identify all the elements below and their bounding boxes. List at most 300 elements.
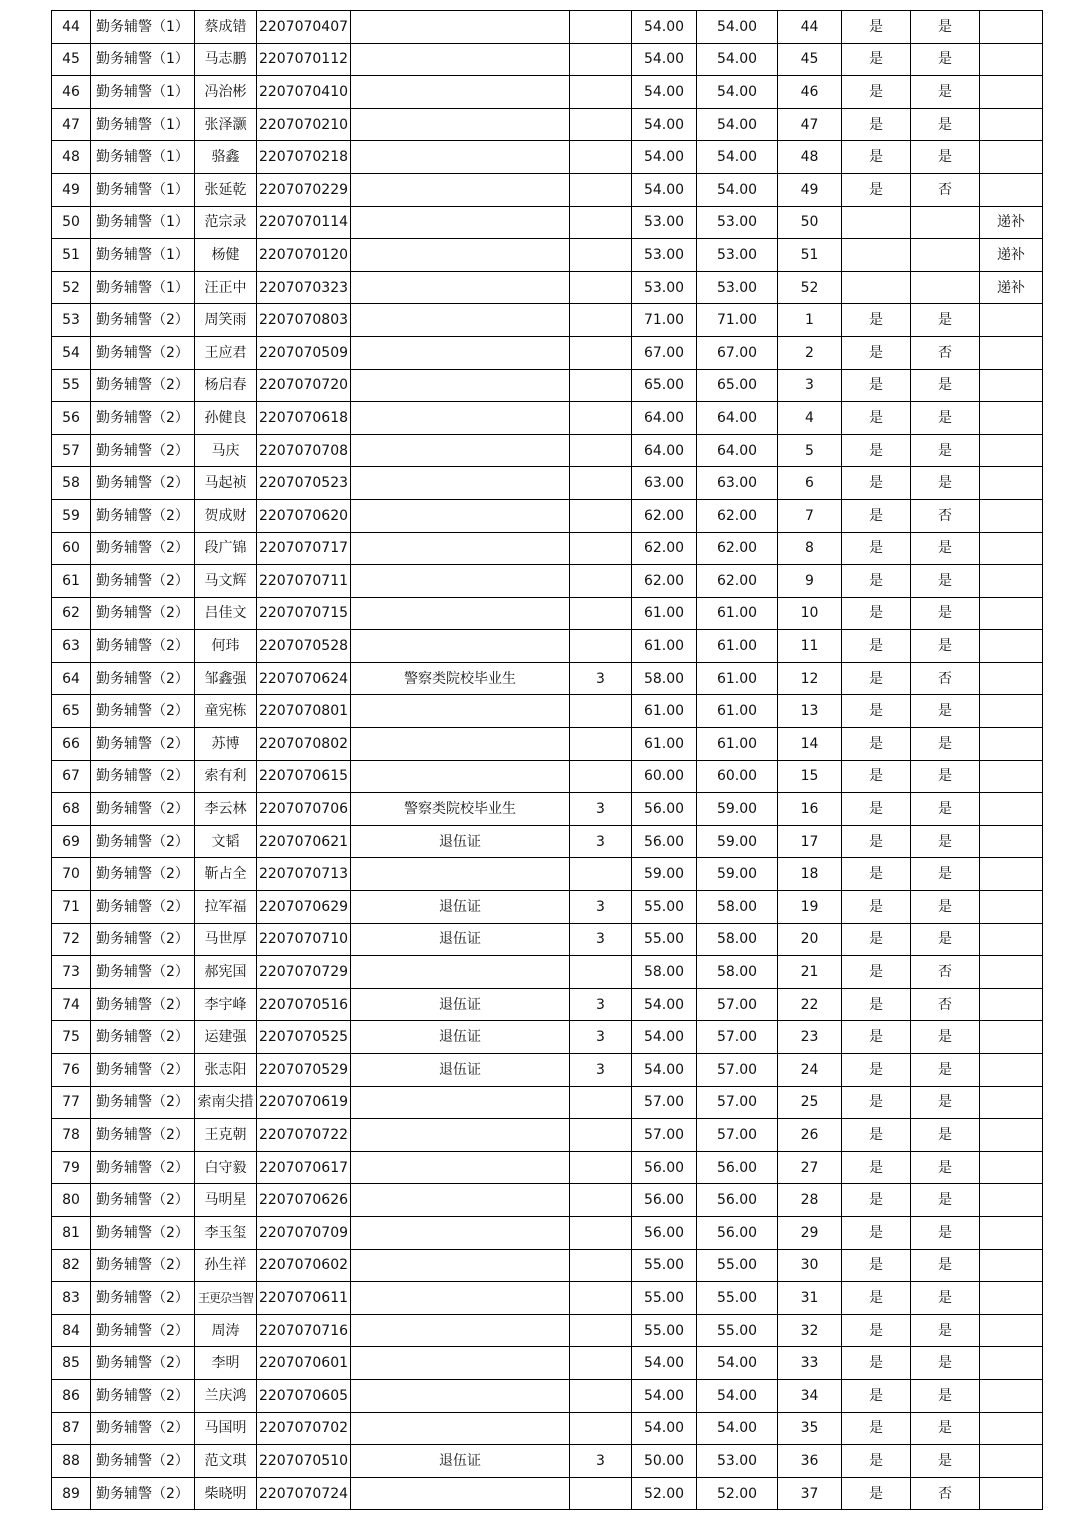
- written-score-cell: 58.00: [632, 662, 697, 695]
- position-cell: 勤务辅警（2）: [91, 630, 195, 663]
- remark-cell: [980, 630, 1043, 663]
- remark-cell: [980, 956, 1043, 989]
- exam-id-cell: 2207070620: [257, 499, 351, 532]
- exam-id-cell: 2207070722: [257, 1119, 351, 1152]
- exam-id-cell: 2207070715: [257, 597, 351, 630]
- enter-interview-cell: 是: [842, 825, 911, 858]
- total-score-cell: 53.00: [697, 206, 778, 239]
- seq-cell: 44: [52, 11, 91, 44]
- rank-cell: 34: [778, 1379, 842, 1412]
- bonus-points-cell: [570, 858, 632, 891]
- results-table: [51, 10, 1043, 1510]
- bonus-reason-cell: [351, 1477, 570, 1510]
- table-row: [52, 1282, 1043, 1315]
- qualified-cell: 是: [911, 1282, 980, 1315]
- bonus-reason-cell: 退伍证: [351, 988, 570, 1021]
- written-score-cell: 54.00: [632, 173, 697, 206]
- remark-cell: 递补: [980, 271, 1043, 304]
- bonus-reason-cell: [351, 336, 570, 369]
- name-cell: 索有利: [195, 760, 257, 793]
- table-row: [52, 76, 1043, 109]
- rank-cell: 21: [778, 956, 842, 989]
- exam-id-cell: 2207070702: [257, 1412, 351, 1445]
- total-score-cell: 61.00: [697, 695, 778, 728]
- bonus-reason-cell: [351, 1379, 570, 1412]
- table-row: [52, 891, 1043, 924]
- bonus-reason-cell: [351, 173, 570, 206]
- total-score-cell: 64.00: [697, 434, 778, 467]
- bonus-reason-cell: [351, 304, 570, 337]
- name-cell: 童宪栋: [195, 695, 257, 728]
- enter-interview-cell: 是: [842, 597, 911, 630]
- qualified-cell: [911, 206, 980, 239]
- enter-interview-cell: 是: [842, 1184, 911, 1217]
- table-row: [52, 336, 1043, 369]
- remark-cell: [980, 1249, 1043, 1282]
- seq-cell: 86: [52, 1379, 91, 1412]
- bonus-points-cell: [570, 43, 632, 76]
- enter-interview-cell: 是: [842, 1119, 911, 1152]
- bonus-points-cell: [570, 1249, 632, 1282]
- position-cell: 勤务辅警（1）: [91, 108, 195, 141]
- seq-cell: 68: [52, 793, 91, 826]
- qualified-cell: 是: [911, 825, 980, 858]
- bonus-reason-cell: 退伍证: [351, 1054, 570, 1087]
- total-score-cell: 58.00: [697, 923, 778, 956]
- total-score-cell: 62.00: [697, 565, 778, 598]
- name-cell: 蔡成错: [195, 11, 257, 44]
- position-cell: 勤务辅警（1）: [91, 11, 195, 44]
- total-score-cell: 57.00: [697, 1021, 778, 1054]
- seq-cell: 89: [52, 1477, 91, 1510]
- seq-cell: 45: [52, 43, 91, 76]
- enter-interview-cell: [842, 239, 911, 272]
- written-score-cell: 54.00: [632, 988, 697, 1021]
- remark-cell: [980, 402, 1043, 435]
- remark-cell: 递补: [980, 206, 1043, 239]
- enter-interview-cell: 是: [842, 1379, 911, 1412]
- enter-interview-cell: 是: [842, 402, 911, 435]
- table-row: [52, 402, 1043, 435]
- name-cell: 李宇峰: [195, 988, 257, 1021]
- position-cell: 勤务辅警（2）: [91, 988, 195, 1021]
- total-score-cell: 62.00: [697, 532, 778, 565]
- bonus-reason-cell: [351, 467, 570, 500]
- seq-cell: 82: [52, 1249, 91, 1282]
- rank-cell: 47: [778, 108, 842, 141]
- exam-id-cell: 2207070229: [257, 173, 351, 206]
- rank-cell: 15: [778, 760, 842, 793]
- seq-cell: 57: [52, 434, 91, 467]
- position-cell: 勤务辅警（2）: [91, 1184, 195, 1217]
- written-score-cell: 54.00: [632, 1021, 697, 1054]
- position-cell: 勤务辅警（2）: [91, 760, 195, 793]
- total-score-cell: 53.00: [697, 1445, 778, 1478]
- name-cell: 索南尖措: [195, 1086, 257, 1119]
- enter-interview-cell: 是: [842, 1021, 911, 1054]
- written-score-cell: 71.00: [632, 304, 697, 337]
- remark-cell: [980, 1054, 1043, 1087]
- position-cell: 勤务辅警（2）: [91, 825, 195, 858]
- position-cell: 勤务辅警（2）: [91, 434, 195, 467]
- bonus-points-cell: [570, 565, 632, 598]
- enter-interview-cell: 是: [842, 141, 911, 174]
- bonus-reason-cell: [351, 434, 570, 467]
- bonus-points-cell: [570, 11, 632, 44]
- bonus-points-cell: [570, 271, 632, 304]
- table-row: [52, 108, 1043, 141]
- rank-cell: 19: [778, 891, 842, 924]
- exam-id-cell: 2207070803: [257, 304, 351, 337]
- qualified-cell: 是: [911, 1379, 980, 1412]
- written-score-cell: 54.00: [632, 1412, 697, 1445]
- bonus-points-cell: [570, 239, 632, 272]
- exam-id-cell: 2207070626: [257, 1184, 351, 1217]
- position-cell: 勤务辅警（2）: [91, 1282, 195, 1315]
- total-score-cell: 61.00: [697, 597, 778, 630]
- written-score-cell: 54.00: [632, 1347, 697, 1380]
- remark-cell: [980, 1314, 1043, 1347]
- remark-cell: [980, 434, 1043, 467]
- position-cell: 勤务辅警（2）: [91, 956, 195, 989]
- total-score-cell: 59.00: [697, 858, 778, 891]
- seq-cell: 62: [52, 597, 91, 630]
- exam-id-cell: 2207070708: [257, 434, 351, 467]
- exam-id-cell: 2207070525: [257, 1021, 351, 1054]
- qualified-cell: 是: [911, 1445, 980, 1478]
- enter-interview-cell: 是: [842, 1445, 911, 1478]
- qualified-cell: 否: [911, 662, 980, 695]
- position-cell: 勤务辅警（2）: [91, 532, 195, 565]
- table-row: [52, 43, 1043, 76]
- bonus-points-cell: 3: [570, 1445, 632, 1478]
- name-cell: 李明: [195, 1347, 257, 1380]
- name-cell: 柴晓明: [195, 1477, 257, 1510]
- exam-id-cell: 2207070407: [257, 11, 351, 44]
- seq-cell: 70: [52, 858, 91, 891]
- written-score-cell: 54.00: [632, 141, 697, 174]
- qualified-cell: 是: [911, 43, 980, 76]
- seq-cell: 75: [52, 1021, 91, 1054]
- table-row: [52, 173, 1043, 206]
- table-row: [52, 467, 1043, 500]
- enter-interview-cell: 是: [842, 1412, 911, 1445]
- total-score-cell: 57.00: [697, 988, 778, 1021]
- bonus-reason-cell: [351, 1314, 570, 1347]
- rank-cell: 22: [778, 988, 842, 1021]
- name-cell: 贺成财: [195, 499, 257, 532]
- written-score-cell: 67.00: [632, 336, 697, 369]
- remark-cell: [980, 1282, 1043, 1315]
- enter-interview-cell: 是: [842, 630, 911, 663]
- bonus-reason-cell: [351, 565, 570, 598]
- seq-cell: 76: [52, 1054, 91, 1087]
- rank-cell: 25: [778, 1086, 842, 1119]
- qualified-cell: 是: [911, 760, 980, 793]
- remark-cell: [980, 923, 1043, 956]
- seq-cell: 84: [52, 1314, 91, 1347]
- total-score-cell: 54.00: [697, 108, 778, 141]
- total-score-cell: 65.00: [697, 369, 778, 402]
- name-cell: 李玉玺: [195, 1216, 257, 1249]
- enter-interview-cell: 是: [842, 76, 911, 109]
- name-cell: 拉军福: [195, 891, 257, 924]
- bonus-reason-cell: [351, 239, 570, 272]
- total-score-cell: 54.00: [697, 1347, 778, 1380]
- exam-id-cell: 2207070802: [257, 728, 351, 761]
- remark-cell: [980, 858, 1043, 891]
- name-cell: 孙健良: [195, 402, 257, 435]
- written-score-cell: 62.00: [632, 532, 697, 565]
- enter-interview-cell: 是: [842, 662, 911, 695]
- bonus-points-cell: 3: [570, 923, 632, 956]
- rank-cell: 36: [778, 1445, 842, 1478]
- exam-id-cell: 2207070523: [257, 467, 351, 500]
- written-score-cell: 56.00: [632, 793, 697, 826]
- rank-cell: 13: [778, 695, 842, 728]
- total-score-cell: 55.00: [697, 1249, 778, 1282]
- written-score-cell: 61.00: [632, 728, 697, 761]
- qualified-cell: 是: [911, 76, 980, 109]
- seq-cell: 51: [52, 239, 91, 272]
- remark-cell: [980, 565, 1043, 598]
- seq-cell: 49: [52, 173, 91, 206]
- seq-cell: 64: [52, 662, 91, 695]
- name-cell: 马志鹏: [195, 43, 257, 76]
- remark-cell: [980, 1445, 1043, 1478]
- table-row: [52, 1119, 1043, 1152]
- table-row: [52, 597, 1043, 630]
- remark-cell: [980, 1379, 1043, 1412]
- position-cell: 勤务辅警（2）: [91, 858, 195, 891]
- written-score-cell: 55.00: [632, 891, 697, 924]
- enter-interview-cell: 是: [842, 891, 911, 924]
- written-score-cell: 61.00: [632, 695, 697, 728]
- remark-cell: 递补: [980, 239, 1043, 272]
- remark-cell: [980, 1151, 1043, 1184]
- name-cell: 苏博: [195, 728, 257, 761]
- total-score-cell: 57.00: [697, 1054, 778, 1087]
- rank-cell: 4: [778, 402, 842, 435]
- written-score-cell: 52.00: [632, 1477, 697, 1510]
- total-score-cell: 61.00: [697, 662, 778, 695]
- exam-id-cell: 2207070717: [257, 532, 351, 565]
- name-cell: 李云林: [195, 793, 257, 826]
- seq-cell: 65: [52, 695, 91, 728]
- qualified-cell: [911, 239, 980, 272]
- enter-interview-cell: [842, 206, 911, 239]
- bonus-points-cell: [570, 141, 632, 174]
- total-score-cell: 54.00: [697, 173, 778, 206]
- rank-cell: 44: [778, 11, 842, 44]
- exam-id-cell: 2207070710: [257, 923, 351, 956]
- enter-interview-cell: 是: [842, 532, 911, 565]
- qualified-cell: 是: [911, 858, 980, 891]
- name-cell: 张泽灏: [195, 108, 257, 141]
- qualified-cell: 是: [911, 1184, 980, 1217]
- qualified-cell: 是: [911, 402, 980, 435]
- exam-id-cell: 2207070624: [257, 662, 351, 695]
- bonus-reason-cell: 退伍证: [351, 825, 570, 858]
- enter-interview-cell: 是: [842, 695, 911, 728]
- rank-cell: 9: [778, 565, 842, 598]
- position-cell: 勤务辅警（2）: [91, 1021, 195, 1054]
- bonus-reason-cell: [351, 532, 570, 565]
- name-cell: 骆鑫: [195, 141, 257, 174]
- exam-id-cell: 2207070629: [257, 891, 351, 924]
- written-score-cell: 53.00: [632, 206, 697, 239]
- bonus-points-cell: 3: [570, 825, 632, 858]
- qualified-cell: 是: [911, 565, 980, 598]
- remark-cell: [980, 793, 1043, 826]
- bonus-points-cell: [570, 532, 632, 565]
- qualified-cell: 否: [911, 336, 980, 369]
- rank-cell: 30: [778, 1249, 842, 1282]
- enter-interview-cell: 是: [842, 1151, 911, 1184]
- qualified-cell: 是: [911, 1249, 980, 1282]
- exam-id-cell: 2207070617: [257, 1151, 351, 1184]
- exam-id-cell: 2207070713: [257, 858, 351, 891]
- bonus-reason-cell: 警察类院校毕业生: [351, 662, 570, 695]
- enter-interview-cell: 是: [842, 565, 911, 598]
- qualified-cell: 是: [911, 1412, 980, 1445]
- exam-id-cell: 2207070711: [257, 565, 351, 598]
- qualified-cell: 是: [911, 695, 980, 728]
- seq-cell: 71: [52, 891, 91, 924]
- qualified-cell: 是: [911, 597, 980, 630]
- rank-cell: 49: [778, 173, 842, 206]
- exam-id-cell: 2207070210: [257, 108, 351, 141]
- total-score-cell: 52.00: [697, 1477, 778, 1510]
- bonus-reason-cell: [351, 11, 570, 44]
- seq-cell: 48: [52, 141, 91, 174]
- rank-cell: 23: [778, 1021, 842, 1054]
- exam-id-cell: 2207070709: [257, 1216, 351, 1249]
- table-row: [52, 1314, 1043, 1347]
- rank-cell: 45: [778, 43, 842, 76]
- written-score-cell: 60.00: [632, 760, 697, 793]
- written-score-cell: 54.00: [632, 108, 697, 141]
- total-score-cell: 54.00: [697, 141, 778, 174]
- enter-interview-cell: 是: [842, 108, 911, 141]
- table-row: [52, 1412, 1043, 1445]
- total-score-cell: 54.00: [697, 1412, 778, 1445]
- position-cell: 勤务辅警（2）: [91, 891, 195, 924]
- rank-cell: 20: [778, 923, 842, 956]
- seq-cell: 77: [52, 1086, 91, 1119]
- position-cell: 勤务辅警（2）: [91, 402, 195, 435]
- name-cell: 张志阳: [195, 1054, 257, 1087]
- rank-cell: 28: [778, 1184, 842, 1217]
- table-row: [52, 662, 1043, 695]
- enter-interview-cell: 是: [842, 956, 911, 989]
- position-cell: 勤务辅警（2）: [91, 1054, 195, 1087]
- exam-id-cell: 2207070706: [257, 793, 351, 826]
- qualified-cell: 否: [911, 1477, 980, 1510]
- position-cell: 勤务辅警（1）: [91, 43, 195, 76]
- enter-interview-cell: 是: [842, 793, 911, 826]
- bonus-points-cell: [570, 402, 632, 435]
- remark-cell: [980, 728, 1043, 761]
- bonus-points-cell: [570, 1379, 632, 1412]
- remark-cell: [980, 1086, 1043, 1119]
- qualified-cell: 是: [911, 891, 980, 924]
- enter-interview-cell: 是: [842, 1249, 911, 1282]
- table-row: [52, 369, 1043, 402]
- exam-id-cell: 2207070605: [257, 1379, 351, 1412]
- enter-interview-cell: 是: [842, 336, 911, 369]
- total-score-cell: 53.00: [697, 239, 778, 272]
- total-score-cell: 71.00: [697, 304, 778, 337]
- remark-cell: [980, 825, 1043, 858]
- table-row: [52, 1054, 1043, 1087]
- position-cell: 勤务辅警（2）: [91, 793, 195, 826]
- exam-id-cell: 2207070619: [257, 1086, 351, 1119]
- enter-interview-cell: 是: [842, 43, 911, 76]
- bonus-points-cell: [570, 1184, 632, 1217]
- position-cell: 勤务辅警（1）: [91, 76, 195, 109]
- exam-id-cell: 2207070602: [257, 1249, 351, 1282]
- qualified-cell: [911, 271, 980, 304]
- written-score-cell: 65.00: [632, 369, 697, 402]
- name-cell: 范文琪: [195, 1445, 257, 1478]
- written-score-cell: 53.00: [632, 239, 697, 272]
- position-cell: 勤务辅警（2）: [91, 1412, 195, 1445]
- rank-cell: 11: [778, 630, 842, 663]
- bonus-reason-cell: [351, 1119, 570, 1152]
- qualified-cell: 是: [911, 369, 980, 402]
- position-cell: 勤务辅警（2）: [91, 923, 195, 956]
- bonus-reason-cell: 退伍证: [351, 923, 570, 956]
- written-score-cell: 56.00: [632, 1184, 697, 1217]
- rank-cell: 37: [778, 1477, 842, 1510]
- remark-cell: [980, 597, 1043, 630]
- bonus-reason-cell: [351, 43, 570, 76]
- bonus-points-cell: [570, 695, 632, 728]
- seq-cell: 54: [52, 336, 91, 369]
- bonus-reason-cell: [351, 1249, 570, 1282]
- name-cell: 杨启春: [195, 369, 257, 402]
- bonus-points-cell: [570, 467, 632, 500]
- qualified-cell: 否: [911, 499, 980, 532]
- table-body: [52, 11, 1043, 1510]
- bonus-points-cell: 3: [570, 891, 632, 924]
- remark-cell: [980, 1184, 1043, 1217]
- written-score-cell: 54.00: [632, 43, 697, 76]
- remark-cell: [980, 988, 1043, 1021]
- enter-interview-cell: 是: [842, 1347, 911, 1380]
- written-score-cell: 54.00: [632, 1379, 697, 1412]
- name-cell: 马文辉: [195, 565, 257, 598]
- written-score-cell: 54.00: [632, 76, 697, 109]
- seq-cell: 58: [52, 467, 91, 500]
- bonus-reason-cell: [351, 369, 570, 402]
- qualified-cell: 是: [911, 1021, 980, 1054]
- exam-id-cell: 2207070516: [257, 988, 351, 1021]
- position-cell: 勤务辅警（2）: [91, 1477, 195, 1510]
- seq-cell: 63: [52, 630, 91, 663]
- total-score-cell: 56.00: [697, 1151, 778, 1184]
- seq-cell: 55: [52, 369, 91, 402]
- exam-id-cell: 2207070323: [257, 271, 351, 304]
- exam-id-cell: 2207070509: [257, 336, 351, 369]
- seq-cell: 67: [52, 760, 91, 793]
- qualified-cell: 是: [911, 1119, 980, 1152]
- table-row: [52, 923, 1043, 956]
- seq-cell: 87: [52, 1412, 91, 1445]
- written-score-cell: 62.00: [632, 499, 697, 532]
- qualified-cell: 是: [911, 923, 980, 956]
